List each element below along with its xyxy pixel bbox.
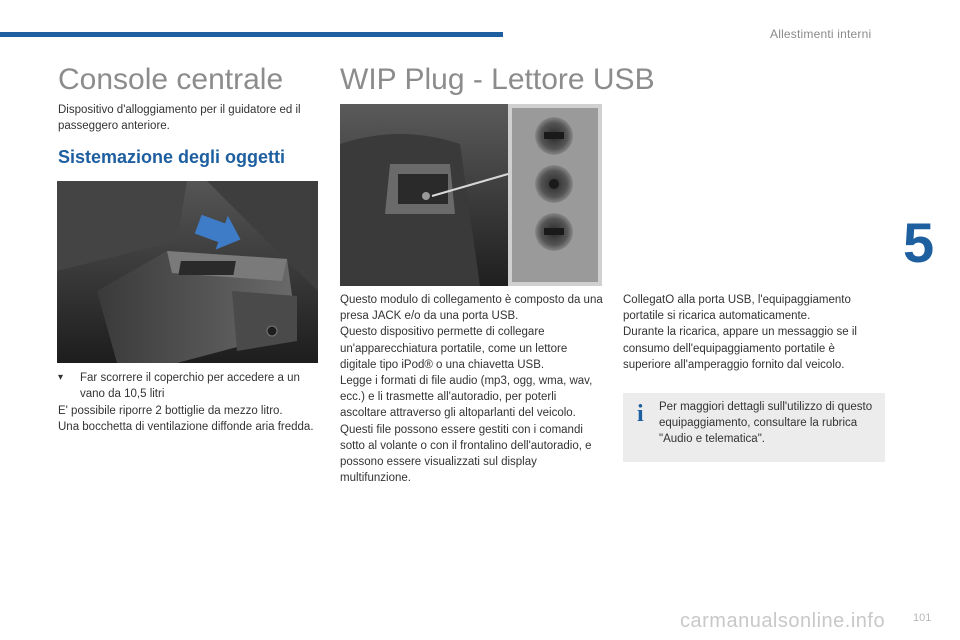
bullet-arrow-icon: ▾	[58, 372, 64, 383]
info-text: Per maggiori dettagli sull'utilizzo di questo equipaggiamento, consultare la rubrica "Audio e telematica".	[659, 401, 873, 446]
bullet-text: Far scorrere il coperchio per accedere a un vano da 10,5 litri	[80, 372, 300, 401]
console-photo	[57, 181, 318, 363]
usb-photo	[340, 104, 602, 286]
section-label: Allestimenti interni	[770, 27, 872, 41]
info-box	[623, 393, 885, 462]
charging-paragraph: Durante la ricarica, appare un messaggio se il consumo dell'equipaggiamento portatile è superiore all'amperaggio fornito dal veicolo.	[623, 326, 857, 371]
watermark: carmanualsonline.info	[680, 610, 886, 632]
usb-paragraph: Questi file possono essere gestiti con i comandi sotto al volante o con il frontalino dell'autoradio, e possono essere visualizzati sul display multifunzione.	[340, 423, 592, 485]
subtitle-storage: Sistemazione degli oggetti	[58, 147, 286, 167]
usb-paragraph: Questo dispositivo permette di collegare un'apparecchiatura portatile, come un lettore digitale tipo iPod® o una chiavetta USB.	[340, 326, 568, 371]
usb-charging-text	[623, 292, 885, 373]
header-bar	[0, 32, 503, 37]
intro-text: Dispositivo d'alloggiamento per il guidatore ed il passeggero anteriore.	[58, 104, 301, 133]
page-title-console: Console centrale	[58, 63, 284, 96]
page-title-usb: WIP Plug - Lettore USB	[340, 63, 655, 96]
console-paragraph: E' possibile riporre 2 bottiglie da mezzo litro.	[58, 405, 283, 417]
bullet-item	[58, 370, 320, 402]
chapter-number: 5	[903, 211, 935, 274]
usb-paragraph: Questo modulo di collegamento è composto da una presa JACK e/o da una porta USB.	[340, 294, 603, 323]
console-paragraph: Una bocchetta di ventilazione diffonde aria fredda.	[58, 421, 314, 434]
info-icon: i	[637, 401, 644, 427]
usb-paragraph: Legge i formati di file audio (mp3, ogg, wma, wav, ecc.) e li trasmette all'autoradio, per poterli ascoltare attraverso gli altoparlanti del veicolo.	[340, 375, 593, 420]
usb-description	[340, 292, 604, 486]
console-paragraphs	[58, 403, 320, 435]
charging-paragraph: CollegatO alla porta USB, l'equipaggiamento portatile si ricarica automaticamente.	[623, 294, 851, 323]
page-number: 101	[913, 612, 932, 624]
